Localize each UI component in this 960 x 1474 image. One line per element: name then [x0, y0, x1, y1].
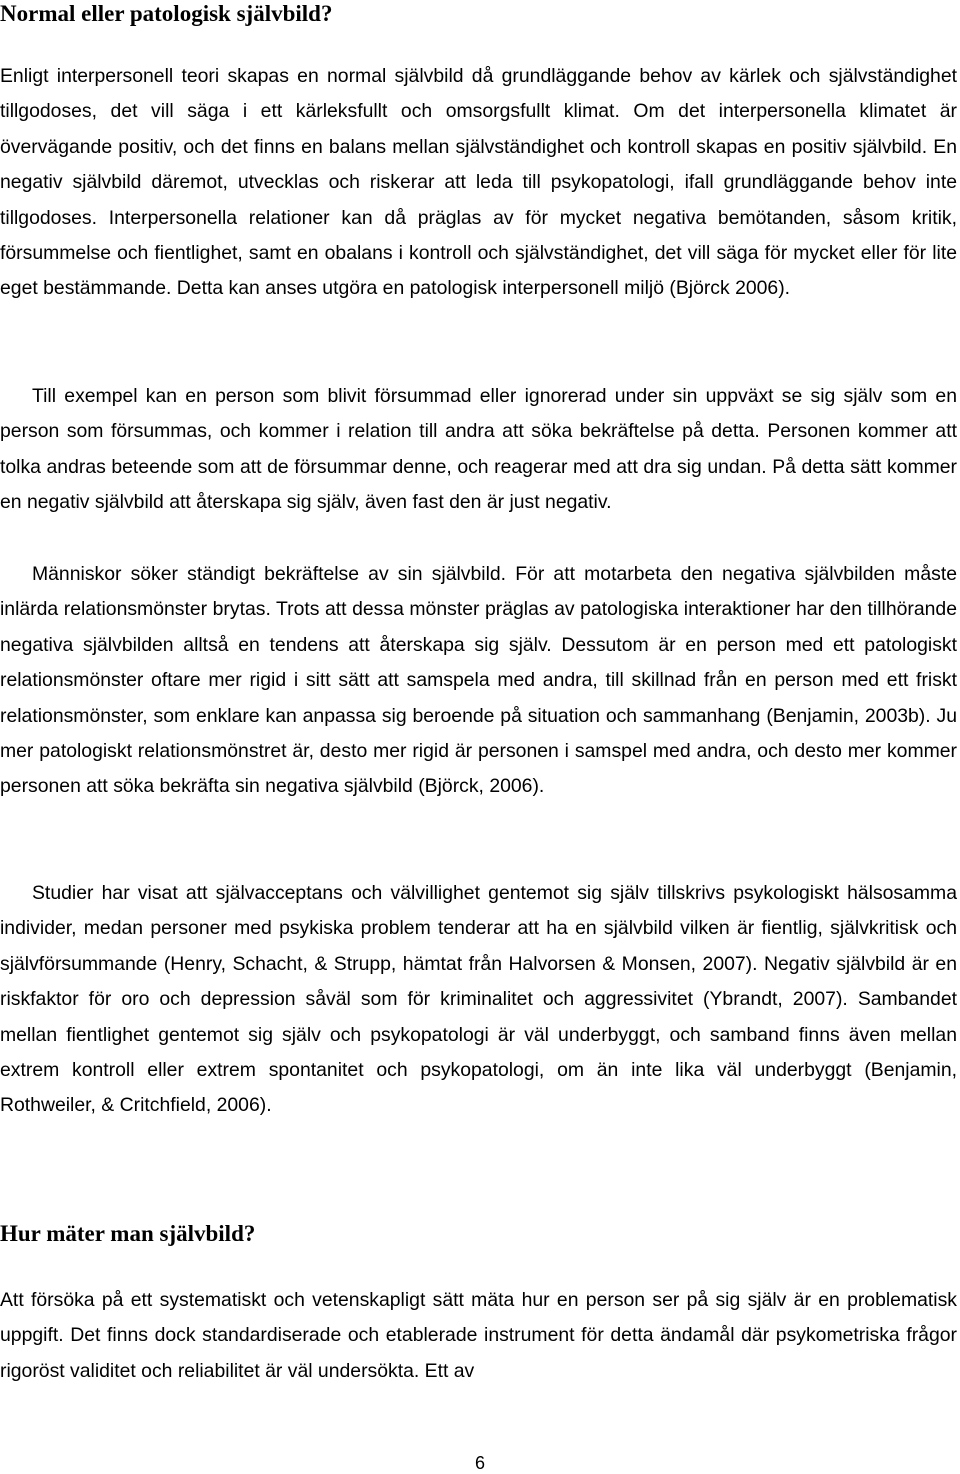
section-heading-normal-or-pathological: Normal eller patologisk självbild? [0, 1, 333, 26]
paragraph-example-neglect: Till exempel kan en person som blivit försummad eller ignorerad under sin uppväxt se sig själv som en person som försummas, och kommer i relation till andra att söka bekräftelse på detta. Personen kommer att tolka andras beteende som att de försummar denne, och reagerar med att dra sig undan. På detta sätt kommer en negativ självbild att återskapa sig själv, även fast den är just negativ. [0, 385, 957, 514]
paragraph-interpersonal-theory: Enligt interpersonell teori skapas en normal självbild då grundläggande behov av kärlek och självständighet tillgodoses, det vill säga i ett kärleksfullt och omsorgsfullt klimat. Om det interpersonella klimatet är övervägande positiv, och det finns en balans mellan självständighet och kontroll skapas en positiv självbild. En negativ självbild däremot, utvecklas och riskerar att leda till psykopatologi, ifall grundläggande behov inte tillgodoses. Interpersonella relationer kan då präglas av för mycket negativa bemötanden, såsom kritik, försummelse och fientlighet, samt en obalans i kontroll och självständighet, det vill säga för mycket eller för lite eget bestämmande. Detta kan anses utgöra en patologisk interpersonell miljö (Björck 2006). [0, 65, 957, 300]
section-heading-how-to-measure: Hur mäter man självbild? [0, 1221, 256, 1246]
paragraph-studies: Studier har visat att självacceptans och välvillighet gentemot sig själv tillskrivs psykologiskt hälsosamma individer, medan personer med psykiska problem tenderar att ha en självbild vilken är fientlig, självkritisk och självförsummande (Henry, Schacht, & Strupp, hämtat från Halvorsen & Monsen, 2007). Negativ självbild är en riskfaktor för oro och depression såväl som för kriminalitet och aggressivitet (Ybrandt, 2007). Sambandet mellan fientlighet gentemot sig själv och psykopatologi är väl underbyggt, och samband finns även mellan extrem kontroll eller extrem spontanitet och psykopatologi, om än inte lika väl underbyggt (Benjamin, Rothweiler, & Critchfield, 2006). [0, 882, 957, 1117]
paragraph-confirmation-seeking: Människor söker ständigt bekräftelse av sin självbild. För att motarbeta den negativa självbilden måste inlärda relationsmönster brytas. Trots att dessa mönster präglas av patologiska interaktioner har den tillhörande negativa självbilden alltså en tendens att återskapa sig själv. Dessutom är en person med ett patologiskt relationsmönster oftare mer rigid i sitt sätt att samspela med andra, till skillnad från en person med ett friskt relationsmönster, som enklare kan anpassa sig beroende på situation och sammanhang (Benjamin, 2003b). Ju mer patologiskt relationsmönstret är, desto mer rigid är personen i samspel med andra, och desto mer kommer personen att söka bekräfta sin negativa självbild (Björck, 2006). [0, 563, 957, 798]
paragraph-measurement: Att försöka på ett systematiskt och vetenskapligt sätt mäta hur en person ser på sig själv är en problematisk uppgift. Det finns dock standardiserade och etablerade instrument för detta ändamål där psykometriska frågor rigoröst validitet och reliabilitet är väl undersökta. Ett av [0, 1289, 957, 1382]
page-number: 6 [474, 1453, 485, 1473]
